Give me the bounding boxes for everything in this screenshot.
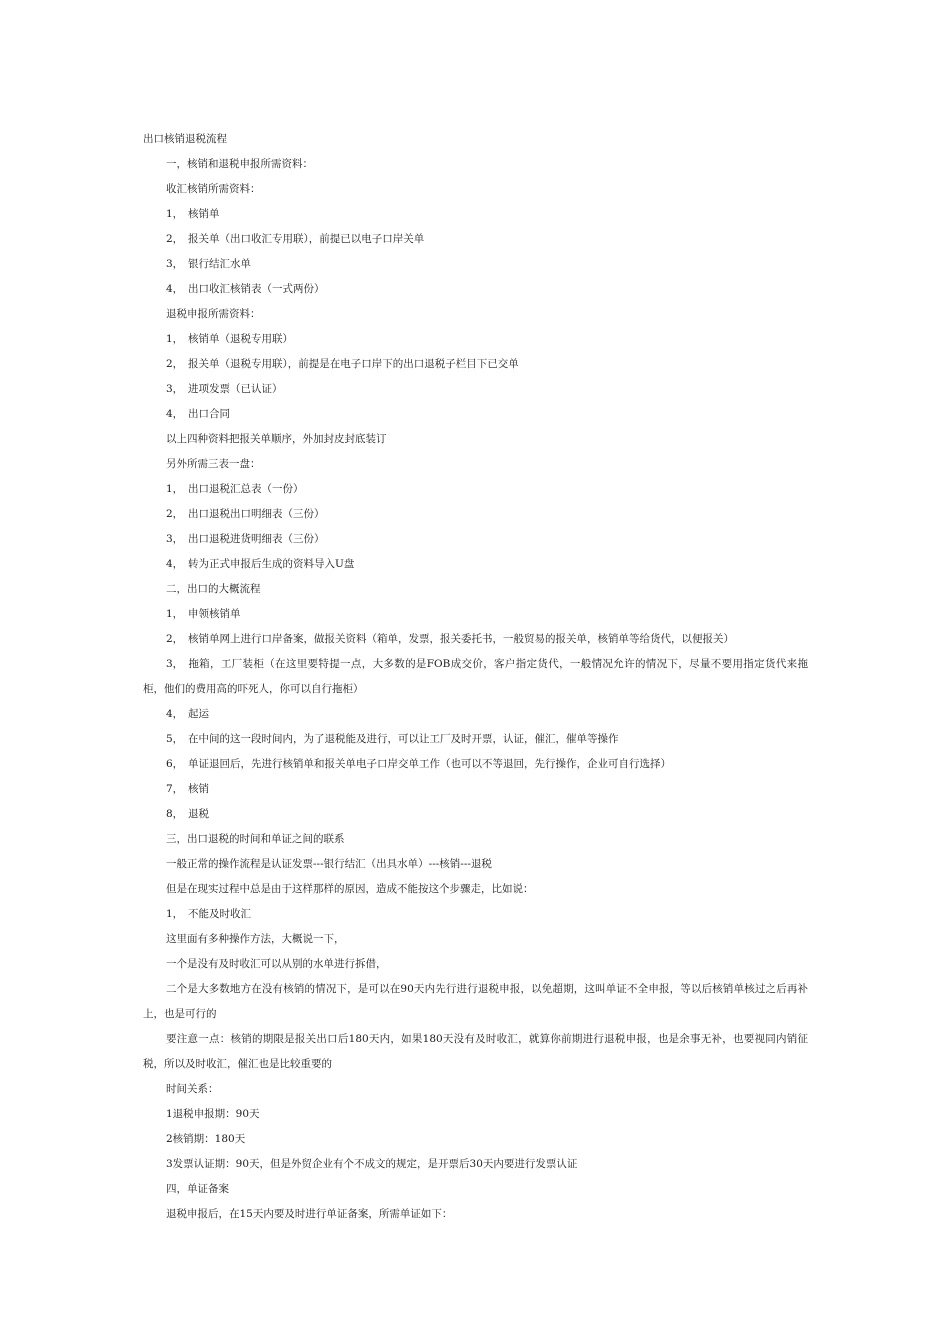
item-number: 7， (166, 783, 184, 795)
item-text: 在中间的这一段时间内，为了退税能及进行，可以让工厂及时开票，认证，催汇，催单等操作 (188, 733, 619, 745)
time-item: 1退税申报期：90天 (166, 1108, 260, 1120)
section-1-heading: 一，核销和退税申报所需资料： (166, 158, 313, 170)
extra-heading: 另外所需三表一盘： (166, 458, 261, 470)
item-text: 出口收汇核销表（一式两份） (188, 283, 325, 295)
deadline-note: 要注意一点：核销的期限是报关出口后180天内，如果180天没有及时收汇，就算你前期进行退税申报，也是余事无补，也要视同内销征税，所以及时收汇，催汇也是比较重要的 (143, 1033, 808, 1070)
item-text: 出口退税进货明细表（三份） (188, 533, 325, 545)
item-text: 退税 (188, 808, 209, 820)
list-item (143, 327, 808, 352)
item-text: 出口合同 (188, 408, 230, 420)
method-1-text: 一个是没有及时收汇可以从别的水单进行拆借， (166, 958, 387, 970)
item-number: 8， (166, 808, 184, 820)
item-text: 申领核销单 (188, 608, 241, 620)
item-text: 单证退回后，先进行核销单和报关单电子口岸交单工作（也可以不等退回，先行操作，企业可自行选择） (188, 758, 671, 770)
item-number: 1， (166, 208, 184, 220)
item-text: 报关单（出口收汇专用联），前提已以电子口岸关单 (188, 233, 425, 245)
document-body (143, 127, 808, 1227)
item-text: 拖箱，工厂装柜（在这里要特提一点，大多数的是FOB成交价，客户指定货代，一般情况允许的情况下，尽量不要用指定货代来拖柜，他们的费用高的吓死人，你可以自行拖柜） (143, 658, 808, 695)
item-text: 转为正式申报后生成的资料导入U盘 (188, 558, 355, 570)
item-number: 5， (166, 733, 184, 745)
item-text: 不能及时收汇 (188, 908, 251, 920)
item-number: 1， (166, 908, 184, 920)
list-item (143, 902, 808, 927)
item-number: 1， (166, 483, 184, 495)
list-item (143, 227, 808, 252)
item-number: 2， (166, 358, 184, 370)
time-heading: 时间关系： (166, 1083, 219, 1095)
section-4-heading: 四，单证备案 (166, 1183, 229, 1195)
list-item (143, 377, 808, 402)
method-2-text: 二个是大多数地方在没有核销的情况下，是可以在90天内先行进行退税申报，以免超期，这叫单证不全申报，等以后核销单核过之后再补上，也是可行的 (143, 983, 808, 1020)
item-text: 起运 (188, 708, 209, 720)
normal-flow-text: 一般正常的操作流程是认证发票---银行结汇（出具水单）---核销---退税 (166, 858, 492, 870)
item-number: 3， (166, 658, 184, 670)
list-item (143, 752, 808, 777)
document-title: 出口核销退税流程 (143, 133, 227, 145)
item-text: 出口退税汇总表（一份） (188, 483, 304, 495)
item-number: 2， (166, 233, 184, 245)
reality-text: 但是在现实过程中总是由于这样那样的原因，造成不能按这个步骤走，比如说： (166, 883, 534, 895)
section-4-text: 退税申报后，在15天内要及时进行单证备案，所需单证如下： (166, 1208, 453, 1220)
item-number: 4， (166, 408, 184, 420)
item-number: 2， (166, 508, 184, 520)
item-number: 4， (166, 708, 184, 720)
methods-intro: 这里面有多种操作方法，大概说一下， (166, 933, 345, 945)
item-number: 2， (166, 633, 184, 645)
item-number: 3， (166, 533, 184, 545)
section-2-heading: 二，出口的大概流程 (166, 583, 261, 595)
item-text: 报关单（退税专用联），前提是在电子口岸下的出口退税子栏目下已交单 (188, 358, 519, 370)
collect-heading: 收汇核销所需资料： (166, 183, 261, 195)
list-item (143, 277, 808, 302)
item-text: 核销单 (188, 208, 220, 220)
list-item (143, 727, 808, 752)
list-item (143, 252, 808, 277)
list-item (143, 702, 808, 727)
list-item (143, 602, 808, 627)
item-text: 核销单（退税专用联） (188, 333, 293, 345)
section-3-heading: 三，出口退税的时间和单证之间的联系 (166, 833, 345, 845)
list-item (143, 777, 808, 802)
item-number: 3， (166, 258, 184, 270)
item-text: 核销单网上进行口岸备案，做报关资料（箱单，发票，报关委托书，一般贸易的报关单，核销单等给货代，以便报关） (188, 633, 734, 645)
list-item (143, 477, 808, 502)
item-text: 银行结汇水单 (188, 258, 251, 270)
item-text: 进项发票（已认证） (188, 383, 283, 395)
item-number: 1， (166, 333, 184, 345)
binding-note: 以上四种资料把报关单顺序，外加封皮封底装订 (166, 433, 387, 445)
item-text: 核销 (188, 783, 209, 795)
list-item (143, 402, 808, 427)
item-number: 1， (166, 608, 184, 620)
list-item (143, 352, 808, 377)
list-item (143, 652, 808, 702)
item-number: 4， (166, 283, 184, 295)
item-number: 6， (166, 758, 184, 770)
item-number: 3， (166, 383, 184, 395)
list-item (143, 802, 808, 827)
time-item: 3发票认证期：90天，但是外贸企业有个不成文的规定，是开票后30天内要进行发票认证 (166, 1158, 578, 1170)
refund-heading: 退税申报所需资料： (166, 308, 261, 320)
item-number: 4， (166, 558, 184, 570)
list-item (143, 202, 808, 227)
time-item: 2核销期：180天 (166, 1133, 246, 1145)
list-item (143, 552, 808, 577)
item-text: 出口退税出口明细表（三份） (188, 508, 325, 520)
list-item (143, 502, 808, 527)
list-item (143, 527, 808, 552)
list-item (143, 627, 808, 652)
